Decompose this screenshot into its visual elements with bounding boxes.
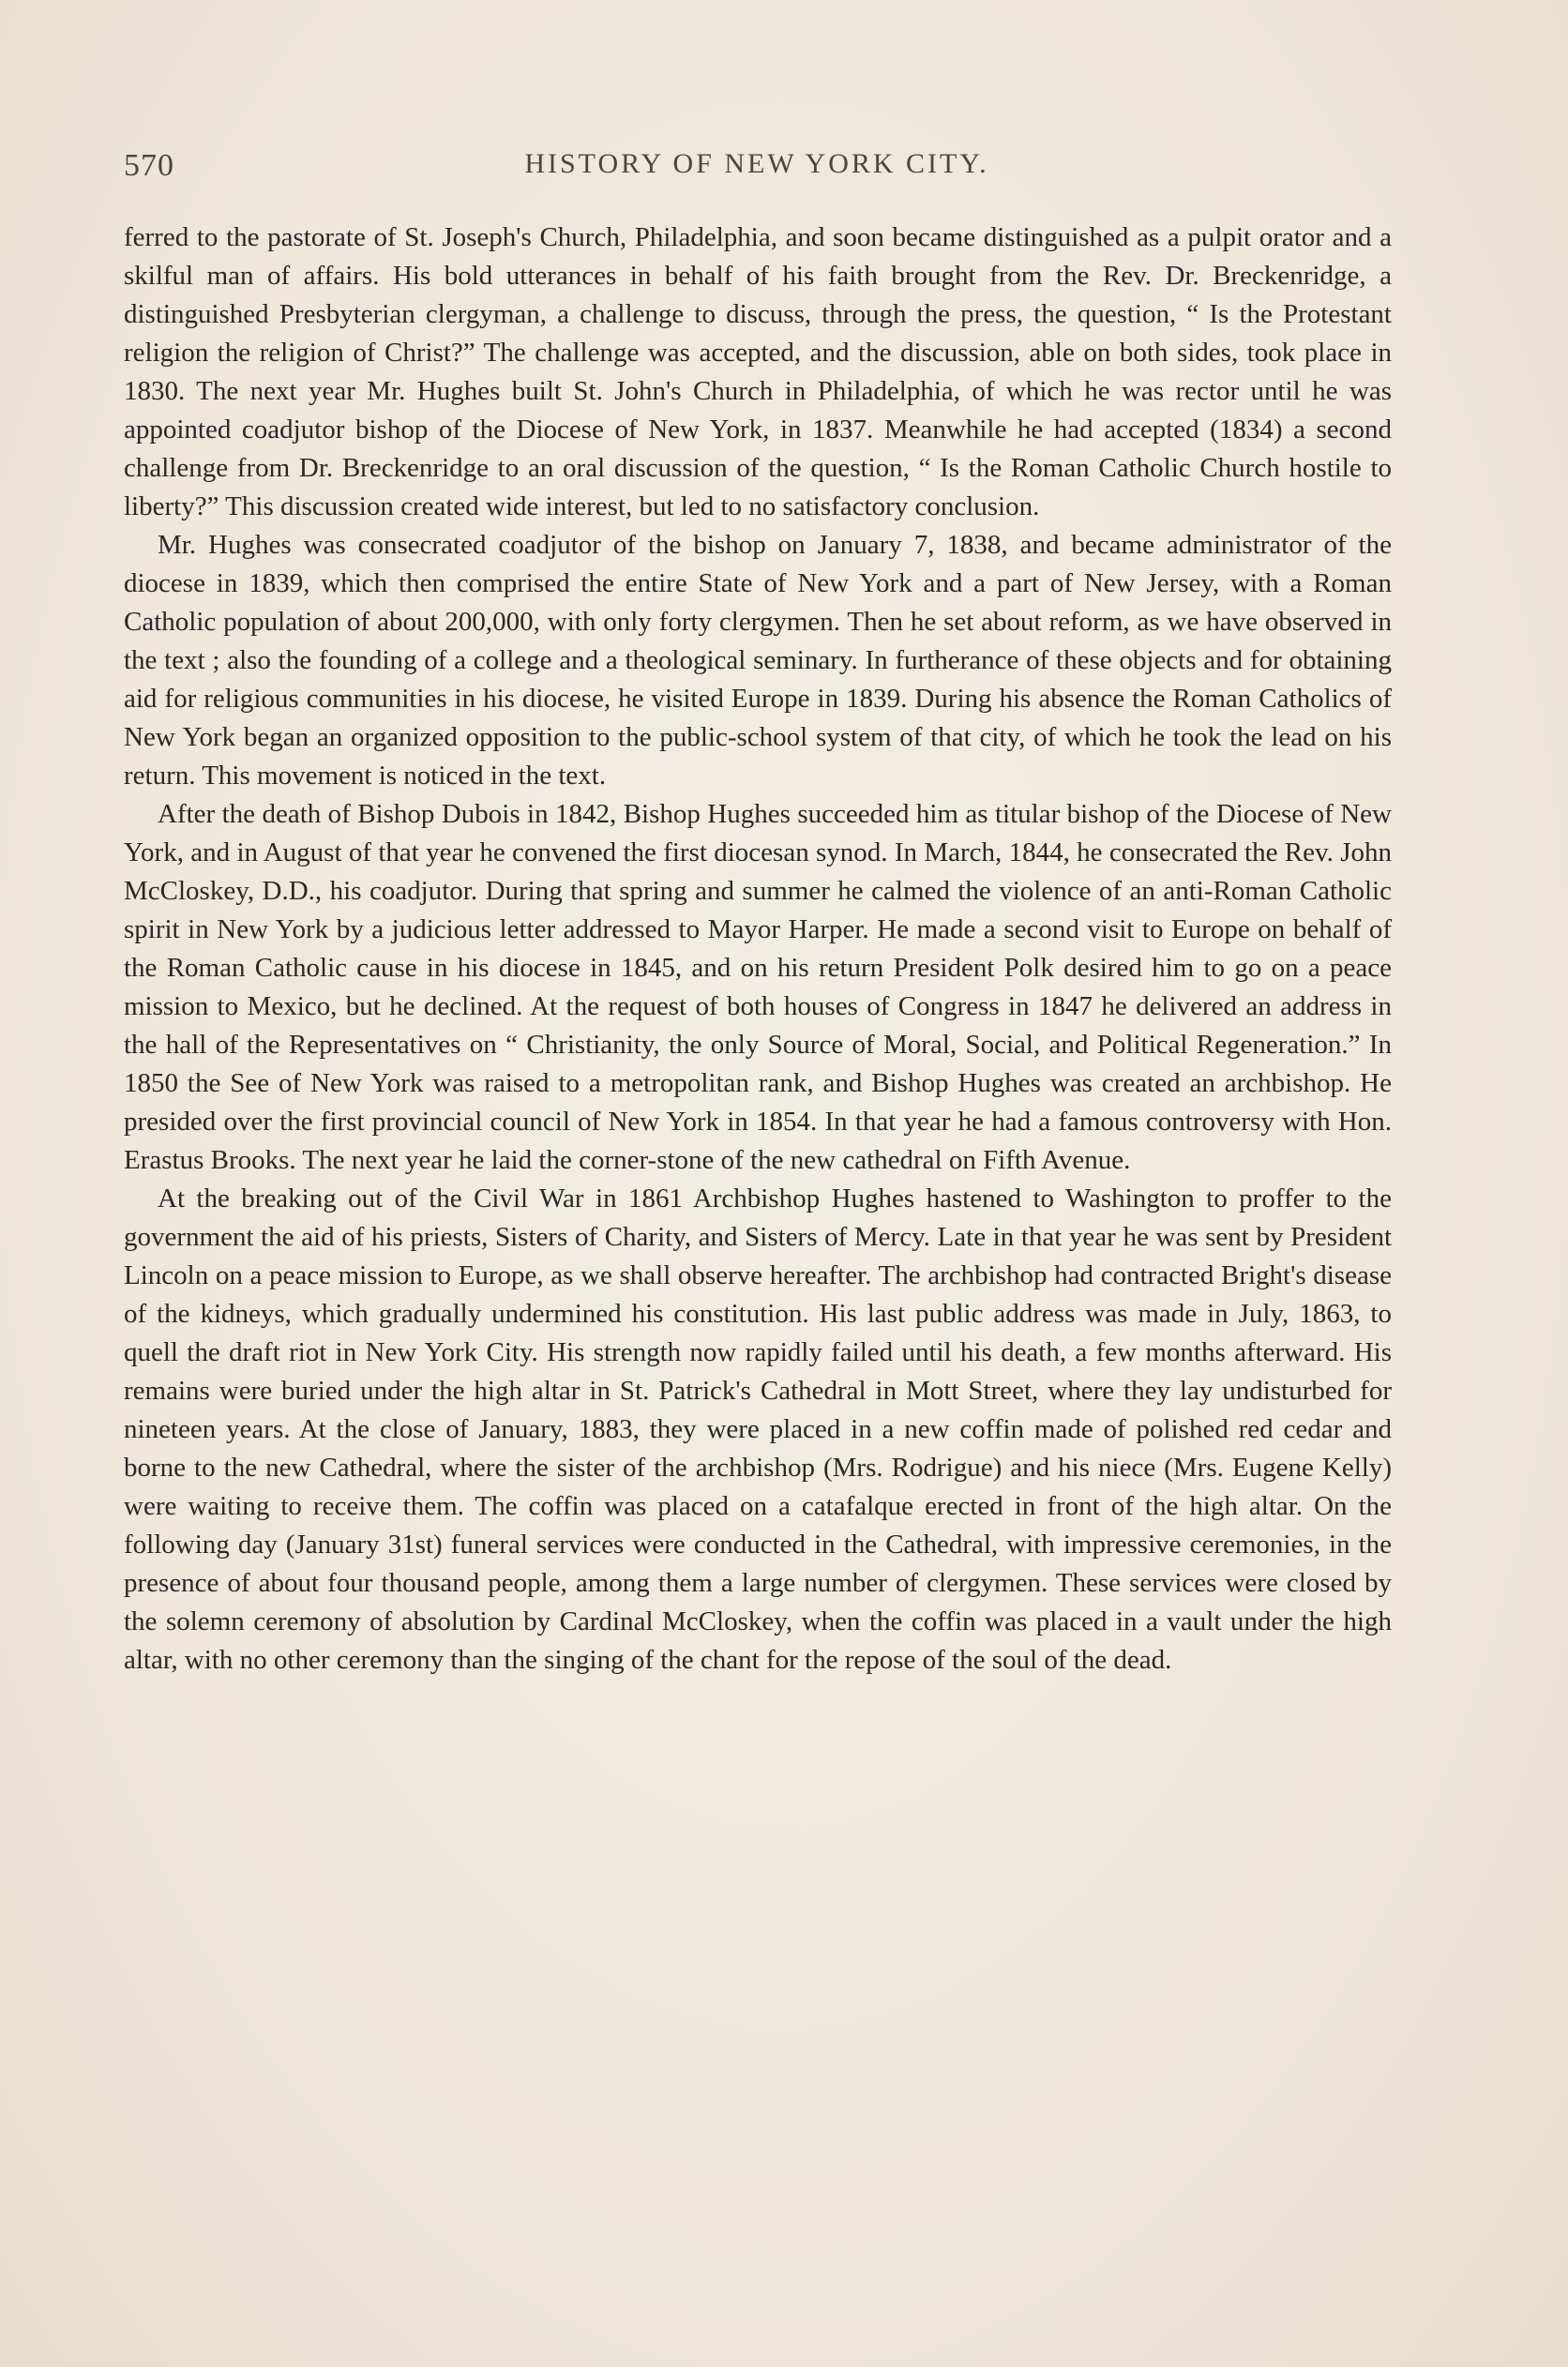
paragraph-titular-bishop: After the death of Bishop Dubois in 1842, Bishop Hughes succeeded him as titular bishop of the Diocese of New York, and in August of that year he convened the first diocesan synod. In March, 1844, he consecrated the Rev. John McCloskey, D.D., his coadjutor. During that spring and summer he calmed the violence of an anti-Roman Catholic spirit in New York by a judicious letter addressed to Mayor Harper. He made a second visit to Europe on behalf of the Roman Catholic cause in his diocese in 1845, and on his return President Polk desired him to go on a peace mission to Mexico, but he declined. At the request of both houses of Congress in 1847 he delivered an address in the hall of the Representatives on “ Christianity, the only Source of Moral, Social, and Political Regeneration.” In 1850 the See of New York was raised to a metropolitan rank, and Bishop Hughes was created an archbishop. He presided over the first provincial council of New York in 1854. In that year he had a famous controversy with Hon. Erastus Brooks. The next year he laid the corner-stone of the new cathedral on Fifth Avenue.	[124, 799, 1392, 1175]
page-number: 570	[124, 148, 174, 183]
paragraph-civil-war: At the breaking out of the Civil War in 1861 Archbishop Hughes hastened to Washington to proffer to the government the aid of his priests, Sisters of Charity, and Sisters of Mercy. Late in that year he was sent by President Lincoln on a peace mission to Europe, as we shall observe hereafter. The archbishop had contracted Bright's disease of the kidneys, which gradually undermined his constitution. His last public address was made in July, 1863, to quell the draft riot in New York City. His strength now rapidly failed until his death, a few months afterward. His remains were buried under the high altar in St. Patrick's Cathedral in Mott Street, where they lay undisturbed for nineteen years. At the close of January, 1883, they were placed in a new coffin made of polished red cedar and borne to the new Cathedral, where the sister of the archbishop (Mrs. Rodrigue) and his niece (Mrs. Eugene Kelly) were waiting to receive them. The coffin was placed on a catafalque erected in front of the high altar. On the following day (January 31st) funeral services were conducted in the Cathedral, with impressive ceremonies, in the presence of about four thousand people, among them a large number of clergymen. These services were closed by the solemn ceremony of absolution by Cardinal McCloskey, when the coffin was placed in a vault under the high altar, with no other ceremony than the singing of the chant for the repose of the soul of the dead.	[124, 1184, 1392, 1675]
paragraph-consecration: Mr. Hughes was consecrated coadjutor of the bishop on January 7, 1838, and became administrator of the diocese in 1839, which then comprised the entire State of New York and a part of New Jersey, with a Roman Catholic population of about 200,000, with only forty clergymen. Then he set about reform, as we have observed in the text ; also the founding of a college and a theological seminary. In furtherance of these objects and for obtaining aid for religious communities in his diocese, he visited Europe in 1839. During his absence the Roman Catholics of New York began an organized opposition to the public-school system of that city, of which he took the lead on his return. This movement is noticed in the text.	[124, 530, 1392, 791]
paragraph-continued: ferred to the pastorate of St. Joseph's Church, Philadelphia, and soon became distinguished as a pulpit orator and a skilful man of affairs. His bold utterances in behalf of his faith brought from the Rev. Dr. Breckenridge, a distinguished Presbyterian clergyman, a challenge to discuss, through the press, the question, “ Is the Protestant religion the religion of Christ?” The challenge was accepted, and the discussion, able on both sides, took place in 1830. The next year Mr. Hughes built St. John's Church in Philadelphia, of which he was rector until he was appointed coadjutor bishop of the Diocese of New York, in 1837. Meanwhile he had accepted (1834) a second challenge from Dr. Breckenridge to an oral discussion of the question, “ Is the Roman Catholic Church hostile to liberty?” This discussion created wide interest, but led to no satisfactory conclusion.	[124, 222, 1392, 521]
body-text	[124, 219, 1392, 1680]
page-title: HISTORY OF NEW YORK CITY.	[524, 148, 989, 179]
running-head	[124, 141, 1390, 197]
